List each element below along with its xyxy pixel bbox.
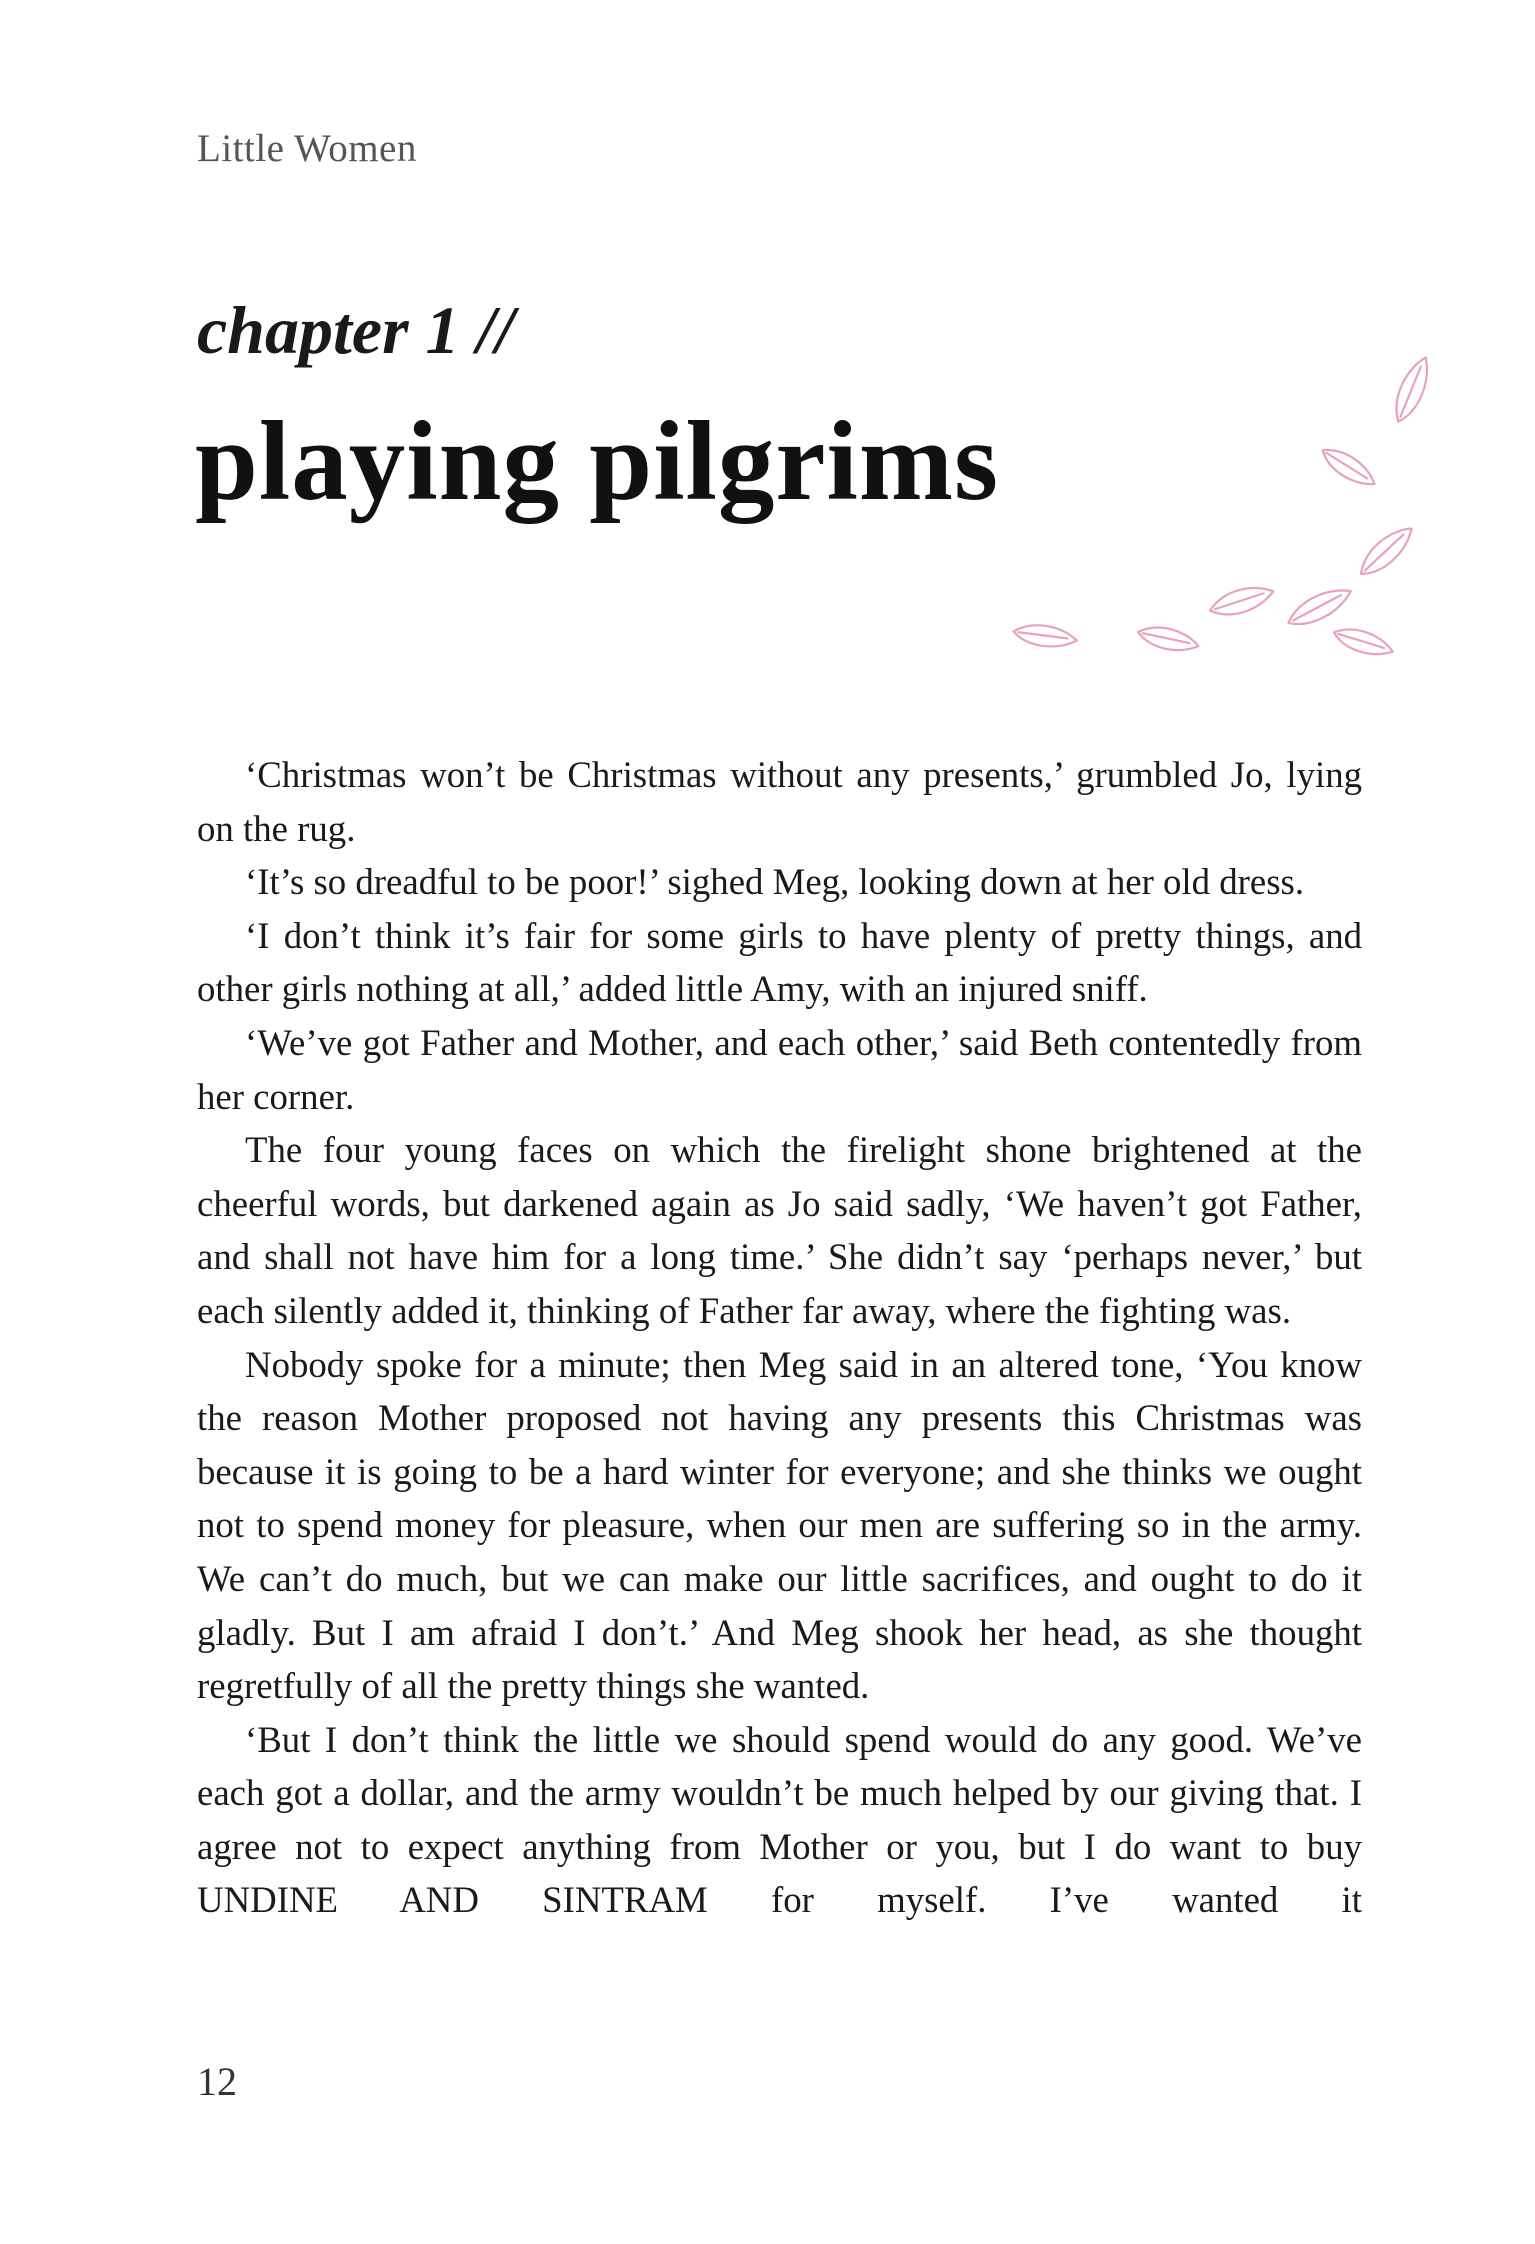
chapter-label: chapter 1 //: [197, 292, 515, 368]
paragraph: ‘It’s so dreadful to be poor!’ sighed Meg, looking down at her old dress.: [245, 861, 1305, 903]
paragraph: ‘We’ve got Father and Mother, and each other,’ said Beth contentedly from her corner.: [197, 1021, 1362, 1117]
petal-icon: [1317, 441, 1379, 493]
petal-icon: [1387, 353, 1437, 426]
chapter-title: playing pilgrims: [195, 399, 1000, 524]
page-number: 12: [197, 2059, 237, 2104]
chapter-body: [197, 748, 1362, 1927]
petal-icon: [1012, 620, 1079, 651]
paragraph: ‘But I don’t think the little we should spend would do any good. We’ve each got a dollar, and the army wouldn’t be much helped by our giving that. I agree not to expect anything from Mother or you, but I do want to buy UNDINE AND SINTRAM for myself. I’ve wanted it: [197, 1718, 1362, 1921]
petal-icon: [1331, 622, 1396, 662]
petal-icon: [1353, 521, 1419, 582]
falling-petals-decoration: [920, 350, 1440, 680]
petal-icon: [1136, 621, 1201, 657]
petal-icon: [1207, 582, 1277, 621]
paragraph: The four young faces on which the firelight shone brightened at the cheerful words, but darkened again as Jo said sadly, ‘We haven’t got Father, and shall not have him for a long time.’ She didn’t say ‘perhaps never,’ but each silently added it, thinking of Father far away, where the fighting was.: [197, 1129, 1362, 1331]
paragraph: ‘I don’t think it’s fair for some girls to have plenty of pretty things, and other girls nothing at all,’ added little Amy, with an injured sniff.: [197, 914, 1362, 1010]
petal-icon: [1283, 582, 1356, 632]
paragraph: Nobody spoke for a minute; then Meg said in an altered tone, ‘You know the reason Mother proposed not having any presents this Christmas was because it is going to be a hard winter for everyone; and she thinks we ought not to spend money for pleasure, when our men are suffering so in the army. We can’t do much, but we can make our little sacrifices, and ought to do it gladly. But I am afraid I don’t.’ And Meg shook her head, as she thought regretfully of all the pretty things she wanted.: [197, 1343, 1362, 1707]
paragraph: ‘Christmas won’t be Christmas without any presents,’ grumbled Jo, lying on the rug.: [197, 754, 1362, 849]
running-header: Little Women: [197, 127, 417, 170]
